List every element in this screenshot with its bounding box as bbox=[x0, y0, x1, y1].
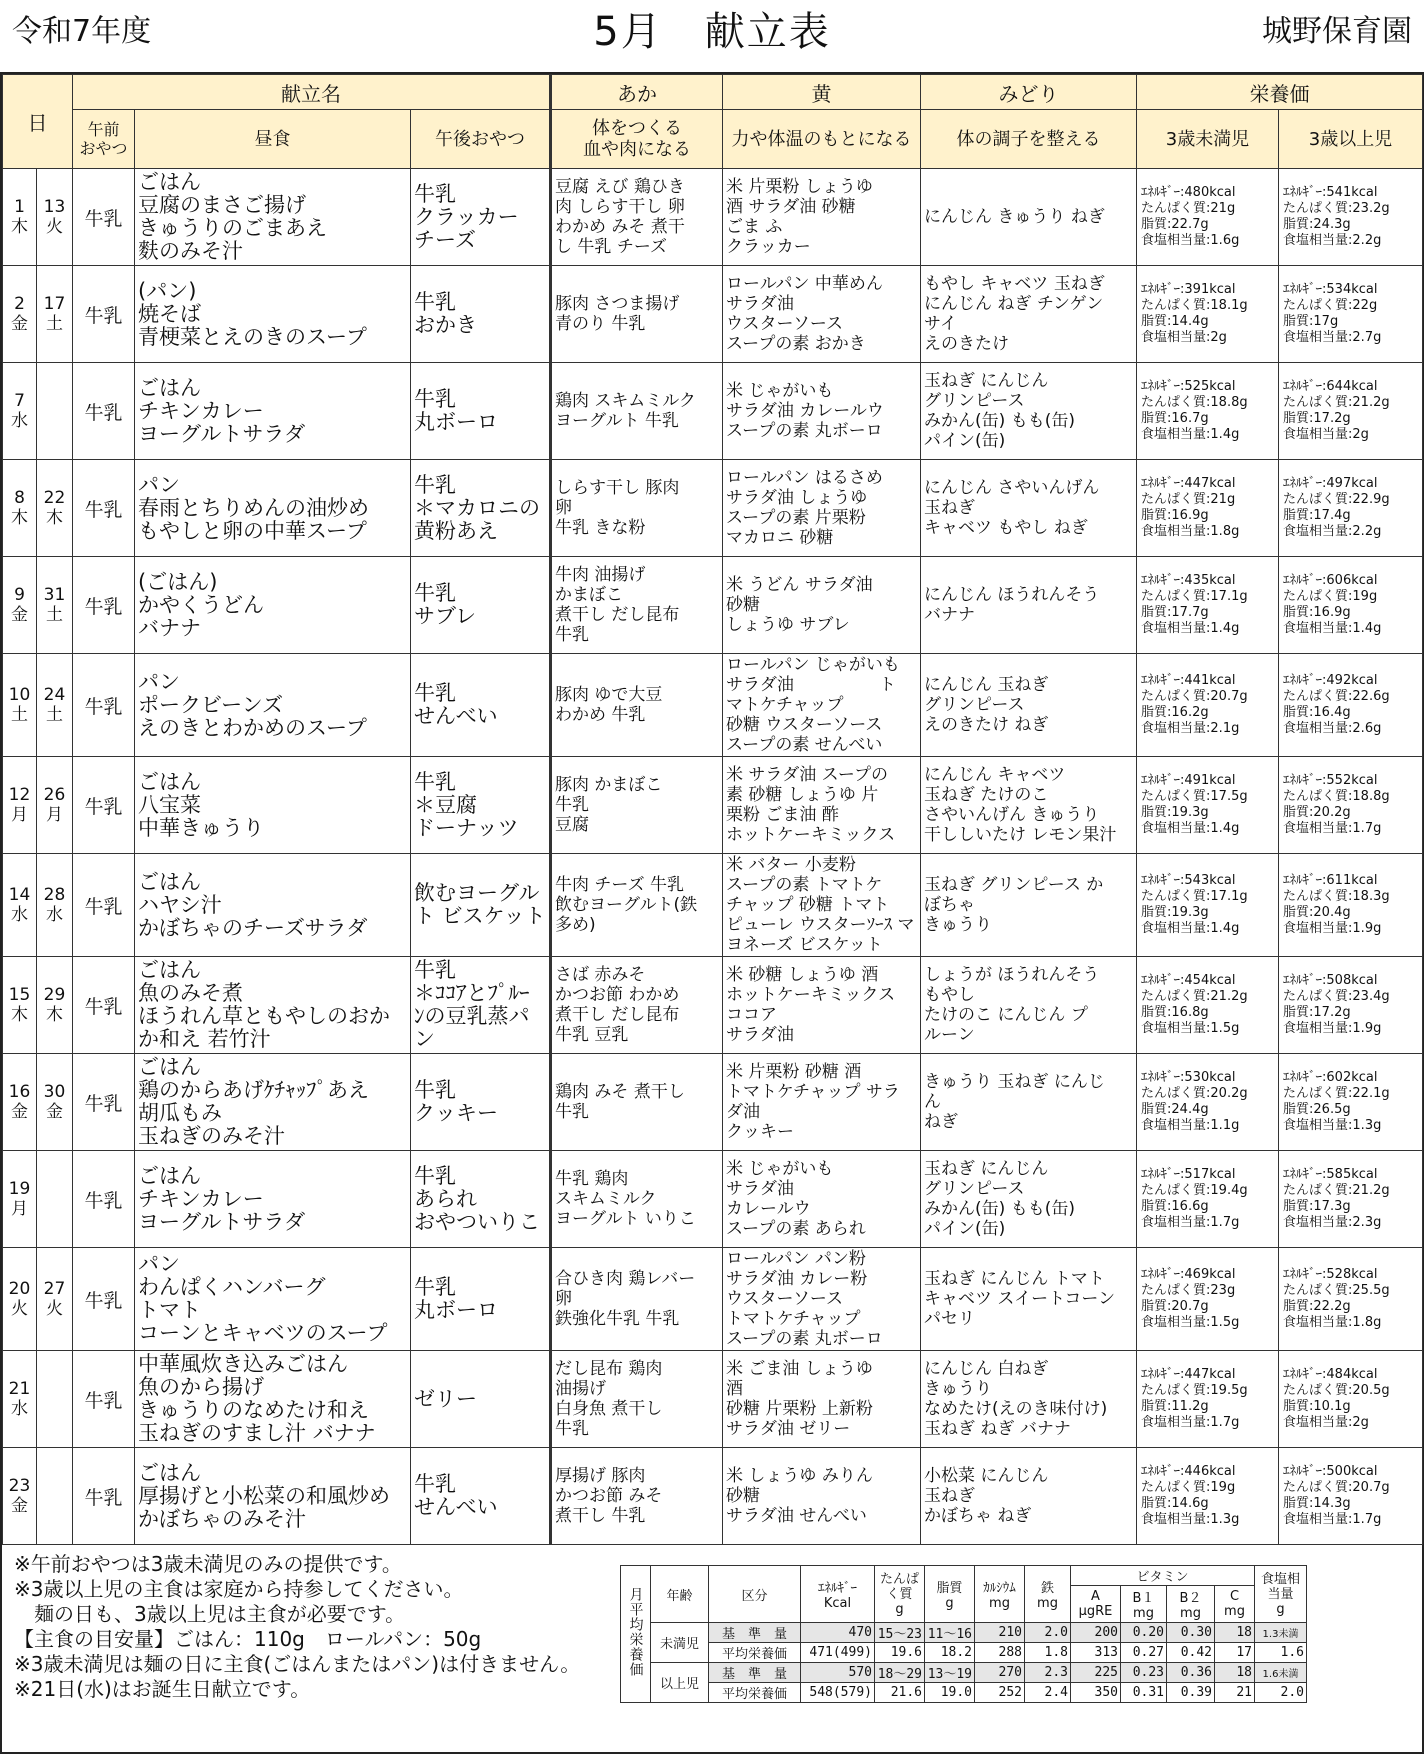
stats-value: 1.6未満 bbox=[1255, 1663, 1307, 1683]
yellow-foods-cell: 米 片栗粉 しょうゆ 酒 サラダ油 砂糖 ごま ふ クラッカー bbox=[723, 169, 921, 266]
stats-value: 18 bbox=[1215, 1623, 1255, 1643]
lunch-cell: パン 春雨とちりめんの油炒め もやしと卵の中華スープ bbox=[135, 460, 411, 557]
nutrition-under3-cell: ｴﾈﾙｷﾞｰ:480kcal たんぱく質:21g 脂質:22.7g 食塩相当量:1.6g bbox=[1137, 169, 1279, 266]
menu-body bbox=[3, 169, 1423, 1545]
am-snack-cell: 牛乳 bbox=[73, 266, 135, 363]
yellow-foods-cell: 米 じゃがいも サラダ油 カレールウ スープの素 丸ボーロ bbox=[723, 363, 921, 460]
red-desc-header: 体をつくる 血や肉になる bbox=[551, 110, 723, 169]
day-second-cell: 30 金 bbox=[37, 1054, 73, 1151]
am-snack-cell: 牛乳 bbox=[73, 757, 135, 854]
pm-snack-cell: 牛乳 ＊ｺｺｱとﾌﾟﾙｰ ﾝの豆乳蒸パ ン bbox=[411, 957, 551, 1054]
stats-value: 350 bbox=[1071, 1683, 1121, 1703]
nutrition-under3-cell: ｴﾈﾙｷﾞｰ:447kcal たんぱく質:19.5g 脂質:11.2g 食塩相当量:1.7g bbox=[1137, 1351, 1279, 1448]
nutrition-over3-cell: ｴﾈﾙｷﾞｰ:541kcal たんぱく質:23.2g 脂質:24.3g 食塩相当量:2.2g bbox=[1279, 169, 1423, 266]
stats-value: 570 bbox=[801, 1663, 875, 1683]
pm-snack-cell: 牛乳 おかき bbox=[411, 266, 551, 363]
stats-value: 200 bbox=[1071, 1623, 1121, 1643]
menu-row bbox=[3, 757, 1423, 854]
red-foods-cell: 鶏肉 みそ 煮干し 牛乳 bbox=[551, 1054, 723, 1151]
monthly-nutrition-table bbox=[620, 1565, 1307, 1703]
day-first-cell: 20 火 bbox=[3, 1248, 37, 1351]
green-foods-cell: にんじん ほうれんそう バナナ bbox=[921, 557, 1137, 654]
yellow-foods-cell: ロールパン はるさめ サラダ油 しょうゆ スープの素 片栗粉 マカロニ 砂糖 bbox=[723, 460, 921, 557]
am-snack-cell: 牛乳 bbox=[73, 169, 135, 266]
nutrition-under3-cell: ｴﾈﾙｷﾞｰ:441kcal たんぱく質:20.7g 脂質:16.2g 食塩相当量:2.1g bbox=[1137, 654, 1279, 757]
stats-value: 210 bbox=[975, 1623, 1025, 1643]
stats-vit-b2-header: B２ mg bbox=[1167, 1586, 1215, 1623]
stats-value: 225 bbox=[1071, 1663, 1121, 1683]
day-second-cell: 17 土 bbox=[37, 266, 73, 363]
menu-row bbox=[3, 1351, 1423, 1448]
red-foods-cell: しらす干し 豚肉 卵 牛乳 きな粉 bbox=[551, 460, 723, 557]
menu-row bbox=[3, 1448, 1423, 1545]
pm-snack-cell: 牛乳 クッキー bbox=[411, 1054, 551, 1151]
menu-row bbox=[3, 557, 1423, 654]
lunch-cell: (ごはん) かやくうどん バナナ bbox=[135, 557, 411, 654]
green-foods-cell: 玉ねぎ グリンピース か ぼちゃ きゅうり bbox=[921, 854, 1137, 957]
nutrition-over3-cell: ｴﾈﾙｷﾞｰ:492kcal たんぱく質:22.6g 脂質:16.4g 食塩相当量:2.6g bbox=[1279, 654, 1423, 757]
day-first-cell: 2 金 bbox=[3, 266, 37, 363]
stats-vit-c-header: C mg bbox=[1215, 1586, 1255, 1623]
red-foods-cell: 合ひき肉 鶏レバー 卵 鉄強化牛乳 牛乳 bbox=[551, 1248, 723, 1351]
red-foods-cell: 牛肉 油揚げ かまぼこ 煮干し だし昆布 牛乳 bbox=[551, 557, 723, 654]
nutrition-over3-cell: ｴﾈﾙｷﾞｰ:552kcal たんぱく質:18.8g 脂質:20.2g 食塩相当量:1.7g bbox=[1279, 757, 1423, 854]
stats-value: 18 bbox=[1215, 1663, 1255, 1683]
menu-table bbox=[2, 74, 1423, 1545]
am-snack-cell: 牛乳 bbox=[73, 854, 135, 957]
day-second-cell bbox=[37, 1351, 73, 1448]
green-foods-cell: 玉ねぎ にんじん グリンピース みかん(缶) もも(缶) パイン(缶) bbox=[921, 1151, 1137, 1248]
lunch-cell: ごはん 魚のみそ煮 ほうれん草ともやしのおか か和え 若竹汁 bbox=[135, 957, 411, 1054]
yellow-foods-cell: 米 砂糖 しょうゆ 酒 ホットケーキミックス ココア サラダ油 bbox=[723, 957, 921, 1054]
lunch-cell: ごはん 厚揚げと小松菜の和風炒め かぼちゃのみそ汁 bbox=[135, 1448, 411, 1545]
stats-value: 17 bbox=[1215, 1643, 1255, 1663]
nutrition-under3-cell: ｴﾈﾙｷﾞｰ:447kcal たんぱく質:21g 脂質:16.9g 食塩相当量:1.8g bbox=[1137, 460, 1279, 557]
day-first-cell: 7 水 bbox=[3, 363, 37, 460]
day-second-cell: 31 土 bbox=[37, 557, 73, 654]
stats-value: 0.36 bbox=[1167, 1663, 1215, 1683]
nutrition-over3-cell: ｴﾈﾙｷﾞｰ:644kcal たんぱく質:21.2g 脂質:17.2g 食塩相当量:2g bbox=[1279, 363, 1423, 460]
stats-side-label: 月平均栄養価 bbox=[621, 1566, 651, 1703]
green-foods-cell: もやし キャベツ 玉ねぎ にんじん ねぎ チンゲン サイ えのきたけ bbox=[921, 266, 1137, 363]
nutrition-over3-cell: ｴﾈﾙｷﾞｰ:611kcal たんぱく質:18.3g 脂質:20.4g 食塩相当量:1.9g bbox=[1279, 854, 1423, 957]
lunch-cell: ごはん 八宝菜 中華きゅうり bbox=[135, 757, 411, 854]
stats-kind: 基 準 量 bbox=[709, 1663, 801, 1683]
day-second-cell: 13 火 bbox=[37, 169, 73, 266]
day-first-cell: 21 水 bbox=[3, 1351, 37, 1448]
day-second-cell: 27 火 bbox=[37, 1248, 73, 1351]
red-foods-cell: 豚肉 さつま揚げ 青のり 牛乳 bbox=[551, 266, 723, 363]
stats-kind: 平均栄養価 bbox=[709, 1683, 801, 1703]
red-foods-cell: 豚肉 かまぼこ 牛乳 豆腐 bbox=[551, 757, 723, 854]
day-second-cell: 24 土 bbox=[37, 654, 73, 757]
stats-age-under3: 未満児 bbox=[651, 1623, 709, 1663]
stats-value: 19.0 bbox=[925, 1683, 975, 1703]
lunch-header: 昼食 bbox=[135, 110, 411, 169]
stats-value: 0.27 bbox=[1121, 1643, 1167, 1663]
nutrition-over3-cell: ｴﾈﾙｷﾞｰ:500kcal たんぱく質:20.7g 脂質:14.3g 食塩相当量:1.7g bbox=[1279, 1448, 1423, 1545]
red-header: あか bbox=[551, 75, 723, 110]
green-foods-cell: 玉ねぎ にんじん トマト キャベツ スイートコーン パセリ bbox=[921, 1248, 1137, 1351]
am-snack-cell: 牛乳 bbox=[73, 1351, 135, 1448]
menu-row bbox=[3, 363, 1423, 460]
am-snack-cell: 牛乳 bbox=[73, 363, 135, 460]
day-first-cell: 9 金 bbox=[3, 557, 37, 654]
yellow-header: 黄 bbox=[723, 75, 921, 110]
am-snack-cell: 牛乳 bbox=[73, 1448, 135, 1545]
stats-fat-header: 脂質 g bbox=[925, 1566, 975, 1623]
stats-vit-b1-header: B１ mg bbox=[1121, 1586, 1167, 1623]
yellow-foods-cell: 米 サラダ油 スープの 素 砂糖 しょうゆ 片 栗粉 ごま油 酢 ホットケーキミックス bbox=[723, 757, 921, 854]
pm-snack-header: 午後おやつ bbox=[411, 110, 551, 169]
stats-value: 288 bbox=[975, 1643, 1025, 1663]
menu-row bbox=[3, 654, 1423, 757]
day-first-cell: 12 月 bbox=[3, 757, 37, 854]
stats-value: 252 bbox=[975, 1683, 1025, 1703]
yellow-foods-cell: ロールパン パン粉 サラダ油 カレー粉 ウスターソース トマトケチャップ スープの素 丸ボーロ bbox=[723, 1248, 921, 1351]
am-snack-header: 午前 おやつ bbox=[73, 110, 135, 169]
notes: ※午前おやつは3歳未満児のみの提供です。 ※3歳以上児の主食は家庭から持参してください。 麺の日も、3歳以上児は主食が必要です。 【主食の目安量】ごはん：110g ロールパン：50g ※3歳未満児は麺の日に主食(ごはんまたはパン)は付きません。 ※21日(水)はお誕生日献立です。 bbox=[14, 1552, 581, 1701]
stats-kind-header: 区分 bbox=[709, 1566, 801, 1623]
nutrition-under3-cell: ｴﾈﾙｷﾞｰ:454kcal たんぱく質:21.2g 脂質:16.8g 食塩相当量:1.5g bbox=[1137, 957, 1279, 1054]
nutrition-over3-cell: ｴﾈﾙｷﾞｰ:508kcal たんぱく質:23.4g 脂質:17.2g 食塩相当量:1.9g bbox=[1279, 957, 1423, 1054]
stats-energy-header: ｴﾈﾙｷﾞｰ Kcal bbox=[801, 1566, 875, 1623]
am-snack-cell: 牛乳 bbox=[73, 1151, 135, 1248]
day-second-cell: 28 水 bbox=[37, 854, 73, 957]
nutrition-under3-cell: ｴﾈﾙｷﾞｰ:525kcal たんぱく質:18.8g 脂質:16.7g 食塩相当量:1.4g bbox=[1137, 363, 1279, 460]
stats-value: 470 bbox=[801, 1623, 875, 1643]
menu-group-header: 献立名 bbox=[73, 75, 551, 110]
stats-age-header: 年齢 bbox=[651, 1566, 709, 1623]
lunch-cell: ごはん ハヤシ汁 かぼちゃのチーズサラダ bbox=[135, 854, 411, 957]
menu-row bbox=[3, 1054, 1423, 1151]
yellow-foods-cell: 米 バター 小麦粉 スープの素 トマトケ チャップ 砂糖 トマト ピューレ ウスターｿｰｽ マ ヨネーズ ビスケット bbox=[723, 854, 921, 957]
day-first-cell: 8 木 bbox=[3, 460, 37, 557]
nutrition-over3-cell: ｴﾈﾙｷﾞｰ:534kcal たんぱく質:22g 脂質:17g 食塩相当量:2.7g bbox=[1279, 266, 1423, 363]
stats-protein-header: たんぱ く質 g bbox=[875, 1566, 925, 1623]
day-second-cell bbox=[37, 1448, 73, 1545]
fiscal-year: 令和7年度 bbox=[12, 14, 152, 49]
day-second-cell: 29 木 bbox=[37, 957, 73, 1054]
day-first-cell: 1 木 bbox=[3, 169, 37, 266]
am-snack-cell: 牛乳 bbox=[73, 1054, 135, 1151]
yellow-foods-cell: 米 ごま油 しょうゆ 酒 砂糖 片栗粉 上新粉 サラダ油 ゼリー bbox=[723, 1351, 921, 1448]
menu-row bbox=[3, 460, 1423, 557]
am-snack-cell: 牛乳 bbox=[73, 460, 135, 557]
stats-value: 313 bbox=[1071, 1643, 1121, 1663]
stats-salt-header: 食塩相 当量 g bbox=[1255, 1566, 1307, 1623]
day-first-cell: 15 木 bbox=[3, 957, 37, 1054]
stats-value: 2.4 bbox=[1025, 1683, 1071, 1703]
yellow-foods-cell: 米 うどん サラダ油 砂糖 しょうゆ サブレ bbox=[723, 557, 921, 654]
stats-value: 0.23 bbox=[1121, 1663, 1167, 1683]
stats-kind: 平均栄養価 bbox=[709, 1643, 801, 1663]
day-first-cell: 10 土 bbox=[3, 654, 37, 757]
red-foods-cell: 豆腐 えび 鶏ひき 肉 しらす干し 卵 わかめ みそ 煮干 し 牛乳 チーズ bbox=[551, 169, 723, 266]
red-foods-cell: さば 赤みそ かつお節 わかめ 煮干し だし昆布 牛乳 豆乳 bbox=[551, 957, 723, 1054]
menu-row bbox=[3, 957, 1423, 1054]
pm-snack-cell: 飲むヨーグル ト ビスケット bbox=[411, 854, 551, 957]
am-snack-cell: 牛乳 bbox=[73, 557, 135, 654]
green-foods-cell: 小松菜 にんじん 玉ねぎ かぼちゃ ねぎ bbox=[921, 1448, 1137, 1545]
green-foods-cell: にんじん キャベツ 玉ねぎ たけのこ さやいんげん きゅうり 干ししいたけ レモン果汁 bbox=[921, 757, 1137, 854]
nutrition-over3-cell: ｴﾈﾙｷﾞｰ:602kcal たんぱく質:22.1g 脂質:26.5g 食塩相当量:1.3g bbox=[1279, 1054, 1423, 1151]
day-second-cell bbox=[37, 1151, 73, 1248]
stats-value: 15～23 bbox=[875, 1623, 925, 1643]
day-header: 日 bbox=[3, 75, 73, 169]
green-header: みどり bbox=[921, 75, 1137, 110]
pm-snack-cell: 牛乳 サブレ bbox=[411, 557, 551, 654]
nutrition-under3-cell: ｴﾈﾙｷﾞｰ:469kcal たんぱく質:23g 脂質:20.7g 食塩相当量:1.5g bbox=[1137, 1248, 1279, 1351]
yellow-foods-cell: 米 じゃがいも サラダ油 カレールウ スープの素 あられ bbox=[723, 1151, 921, 1248]
nutrition-over3-cell: ｴﾈﾙｷﾞｰ:484kcal たんぱく質:20.5g 脂質:10.1g 食塩相当量:2g bbox=[1279, 1351, 1423, 1448]
green-foods-cell: にんじん さやいんげん 玉ねぎ キャベツ もやし ねぎ bbox=[921, 460, 1137, 557]
nutrition-over3-cell: ｴﾈﾙｷﾞｰ:606kcal たんぱく質:19g 脂質:16.9g 食塩相当量:1.4g bbox=[1279, 557, 1423, 654]
stats-value: 11～16 bbox=[925, 1623, 975, 1643]
red-foods-cell: 豚肉 ゆで大豆 わかめ 牛乳 bbox=[551, 654, 723, 757]
menu-row bbox=[3, 169, 1423, 266]
stats-vitamin-header: ビタミン bbox=[1071, 1566, 1255, 1586]
green-desc-header: 体の調子を整える bbox=[921, 110, 1137, 169]
stats-value: 2.0 bbox=[1025, 1623, 1071, 1643]
lunch-cell: パン ポークビーンズ えのきとわかめのスープ bbox=[135, 654, 411, 757]
stats-fe-header: 鉄 mg bbox=[1025, 1566, 1071, 1623]
nutrition-over3-cell: ｴﾈﾙｷﾞｰ:585kcal たんぱく質:21.2g 脂質:17.3g 食塩相当量:2.3g bbox=[1279, 1151, 1423, 1248]
nutrition-over3-cell: ｴﾈﾙｷﾞｰ:528kcal たんぱく質:25.5g 脂質:22.2g 食塩相当量:1.8g bbox=[1279, 1248, 1423, 1351]
stats-value: 2.3 bbox=[1025, 1663, 1071, 1683]
stats-kind: 基 準 量 bbox=[709, 1623, 801, 1643]
stats-value: 19.6 bbox=[875, 1643, 925, 1663]
red-foods-cell: 牛肉 チーズ 牛乳 飲むヨーグルト(鉄 多め) bbox=[551, 854, 723, 957]
stats-value: 1.8 bbox=[1025, 1643, 1071, 1663]
stats-value: 0.39 bbox=[1167, 1683, 1215, 1703]
school-name: 城野保育園 bbox=[1262, 14, 1412, 49]
page-title: 5月 献立表 bbox=[593, 9, 831, 55]
yellow-foods-cell: ロールパン じゃがいも サラダ油 ト マトケチャップ 砂糖 ウスターソース スープの素 せんべい bbox=[723, 654, 921, 757]
pm-snack-cell: 牛乳 せんべい bbox=[411, 1448, 551, 1545]
stats-value: 21.6 bbox=[875, 1683, 925, 1703]
stats-vit-a-header: A μgRE bbox=[1071, 1586, 1121, 1623]
am-snack-cell: 牛乳 bbox=[73, 654, 135, 757]
stats-ca-header: ｶﾙｼｳﾑ mg bbox=[975, 1566, 1025, 1623]
menu-row bbox=[3, 266, 1423, 363]
red-foods-cell: 鶏肉 スキムミルク ヨーグルト 牛乳 bbox=[551, 363, 723, 460]
stats-value: 2.0 bbox=[1255, 1683, 1307, 1703]
pm-snack-cell: 牛乳 ＊豆腐 ドーナッツ bbox=[411, 757, 551, 854]
lunch-cell: ごはん 鶏のからあげｹﾁｬｯﾌﾟあえ 胡瓜もみ 玉ねぎのみそ汁 bbox=[135, 1054, 411, 1151]
stats-value: 18.2 bbox=[925, 1643, 975, 1663]
day-second-cell: 26 月 bbox=[37, 757, 73, 854]
nutrition-under3-cell: ｴﾈﾙｷﾞｰ:543kcal たんぱく質:17.1g 脂質:19.3g 食塩相当量:1.4g bbox=[1137, 854, 1279, 957]
am-snack-cell: 牛乳 bbox=[73, 1248, 135, 1351]
stats-value: 471(499) bbox=[801, 1643, 875, 1663]
stats-value: 0.30 bbox=[1167, 1623, 1215, 1643]
pm-snack-cell: 牛乳 ＊マカロニの 黄粉あえ bbox=[411, 460, 551, 557]
nutrition-under3-cell: ｴﾈﾙｷﾞｰ:391kcal たんぱく質:18.1g 脂質:14.4g 食塩相当量:2g bbox=[1137, 266, 1279, 363]
pm-snack-cell: 牛乳 せんべい bbox=[411, 654, 551, 757]
pm-snack-cell: 牛乳 あられ おやついりこ bbox=[411, 1151, 551, 1248]
lunch-cell: ごはん チキンカレー ヨーグルトサラダ bbox=[135, 363, 411, 460]
nutrition-under3-cell: ｴﾈﾙｷﾞｰ:530kcal たんぱく質:20.2g 脂質:24.4g 食塩相当量:1.1g bbox=[1137, 1054, 1279, 1151]
menu-row bbox=[3, 854, 1423, 957]
green-foods-cell: にんじん きゅうり ねぎ bbox=[921, 169, 1137, 266]
day-first-cell: 14 水 bbox=[3, 854, 37, 957]
red-foods-cell: 牛乳 鶏肉 スキムミルク ヨーグルト いりこ bbox=[551, 1151, 723, 1248]
green-foods-cell: 玉ねぎ にんじん グリンピース みかん(缶) もも(缶) パイン(缶) bbox=[921, 363, 1137, 460]
nutrition-under3-cell: ｴﾈﾙｷﾞｰ:435kcal たんぱく質:17.1g 脂質:17.7g 食塩相当量:1.4g bbox=[1137, 557, 1279, 654]
page-header bbox=[0, 0, 1424, 70]
day-first-cell: 23 金 bbox=[3, 1448, 37, 1545]
lunch-cell: ごはん 豆腐のまさご揚げ きゅうりのごまあえ 麩のみそ汁 bbox=[135, 169, 411, 266]
stats-value: 270 bbox=[975, 1663, 1025, 1683]
red-foods-cell: だし昆布 鶏肉 油揚げ 白身魚 煮干し 牛乳 bbox=[551, 1351, 723, 1448]
stats-value: 1.6 bbox=[1255, 1643, 1307, 1663]
stats-value: 548(579) bbox=[801, 1683, 875, 1703]
yellow-foods-cell: 米 片栗粉 砂糖 酒 トマトケチャップ サラ ダ油 クッキー bbox=[723, 1054, 921, 1151]
stats-value: 0.42 bbox=[1167, 1643, 1215, 1663]
day-second-cell: 22 木 bbox=[37, 460, 73, 557]
yellow-foods-cell: ロールパン 中華めん サラダ油 ウスターソース スープの素 おかき bbox=[723, 266, 921, 363]
green-foods-cell: にんじん 玉ねぎ グリンピース えのきたけ ねぎ bbox=[921, 654, 1137, 757]
over3-header: 3歳以上児 bbox=[1279, 110, 1423, 169]
stats-value: 18～29 bbox=[875, 1663, 925, 1683]
nutrition-under3-cell: ｴﾈﾙｷﾞｰ:517kcal たんぱく質:19.4g 脂質:16.6g 食塩相当量:1.7g bbox=[1137, 1151, 1279, 1248]
menu-row bbox=[3, 1248, 1423, 1351]
stats-value: 21 bbox=[1215, 1683, 1255, 1703]
pm-snack-cell: 牛乳 丸ボーロ bbox=[411, 363, 551, 460]
pm-snack-cell: 牛乳 クラッカー チーズ bbox=[411, 169, 551, 266]
lunch-cell: パン わんぱくハンバーグ トマト コーンとキャベツのスープ bbox=[135, 1248, 411, 1351]
lunch-cell: 中華風炊き込みごはん 魚のから揚げ きゅうりのなめたけ和え 玉ねぎのすまし汁 バナナ bbox=[135, 1351, 411, 1448]
am-snack-cell: 牛乳 bbox=[73, 957, 135, 1054]
pm-snack-cell: 牛乳 丸ボーロ bbox=[411, 1248, 551, 1351]
nutrition-under3-cell: ｴﾈﾙｷﾞｰ:491kcal たんぱく質:17.5g 脂質:19.3g 食塩相当量:1.4g bbox=[1137, 757, 1279, 854]
day-first-cell: 16 金 bbox=[3, 1054, 37, 1151]
menu-row bbox=[3, 1151, 1423, 1248]
day-first-cell: 19 月 bbox=[3, 1151, 37, 1248]
lunch-cell: ごはん チキンカレー ヨーグルトサラダ bbox=[135, 1151, 411, 1248]
stats-value: 0.31 bbox=[1121, 1683, 1167, 1703]
nutrition-under3-cell: ｴﾈﾙｷﾞｰ:446kcal たんぱく質:19g 脂質:14.6g 食塩相当量:1.3g bbox=[1137, 1448, 1279, 1545]
yellow-foods-cell: 米 しょうゆ みりん 砂糖 サラダ油 せんべい bbox=[723, 1448, 921, 1545]
under3-header: 3歳未満児 bbox=[1137, 110, 1279, 169]
green-foods-cell: きゅうり 玉ねぎ にんじ ん ねぎ bbox=[921, 1054, 1137, 1151]
nutrition-header: 栄養価 bbox=[1137, 75, 1423, 110]
day-second-cell bbox=[37, 363, 73, 460]
green-foods-cell: にんじん 白ねぎ きゅうり なめたけ(えのき味付け) 玉ねぎ ねぎ バナナ bbox=[921, 1351, 1137, 1448]
stats-value: 0.20 bbox=[1121, 1623, 1167, 1643]
stats-value: 13～19 bbox=[925, 1663, 975, 1683]
green-foods-cell: しょうが ほうれんそう もやし たけのこ にんじん プ ルーン bbox=[921, 957, 1137, 1054]
nutrition-over3-cell: ｴﾈﾙｷﾞｰ:497kcal たんぱく質:22.9g 脂質:17.4g 食塩相当量:2.2g bbox=[1279, 460, 1423, 557]
red-foods-cell: 厚揚げ 豚肉 かつお節 みそ 煮干し 牛乳 bbox=[551, 1448, 723, 1545]
yellow-desc-header: 力や体温のもとになる bbox=[723, 110, 921, 169]
pm-snack-cell: ゼリー bbox=[411, 1351, 551, 1448]
stats-age-over3: 以上児 bbox=[651, 1663, 709, 1703]
stats-value: 1.3未満 bbox=[1255, 1623, 1307, 1643]
lunch-cell: (パン) 焼そば 青梗菜とえのきのスープ bbox=[135, 266, 411, 363]
